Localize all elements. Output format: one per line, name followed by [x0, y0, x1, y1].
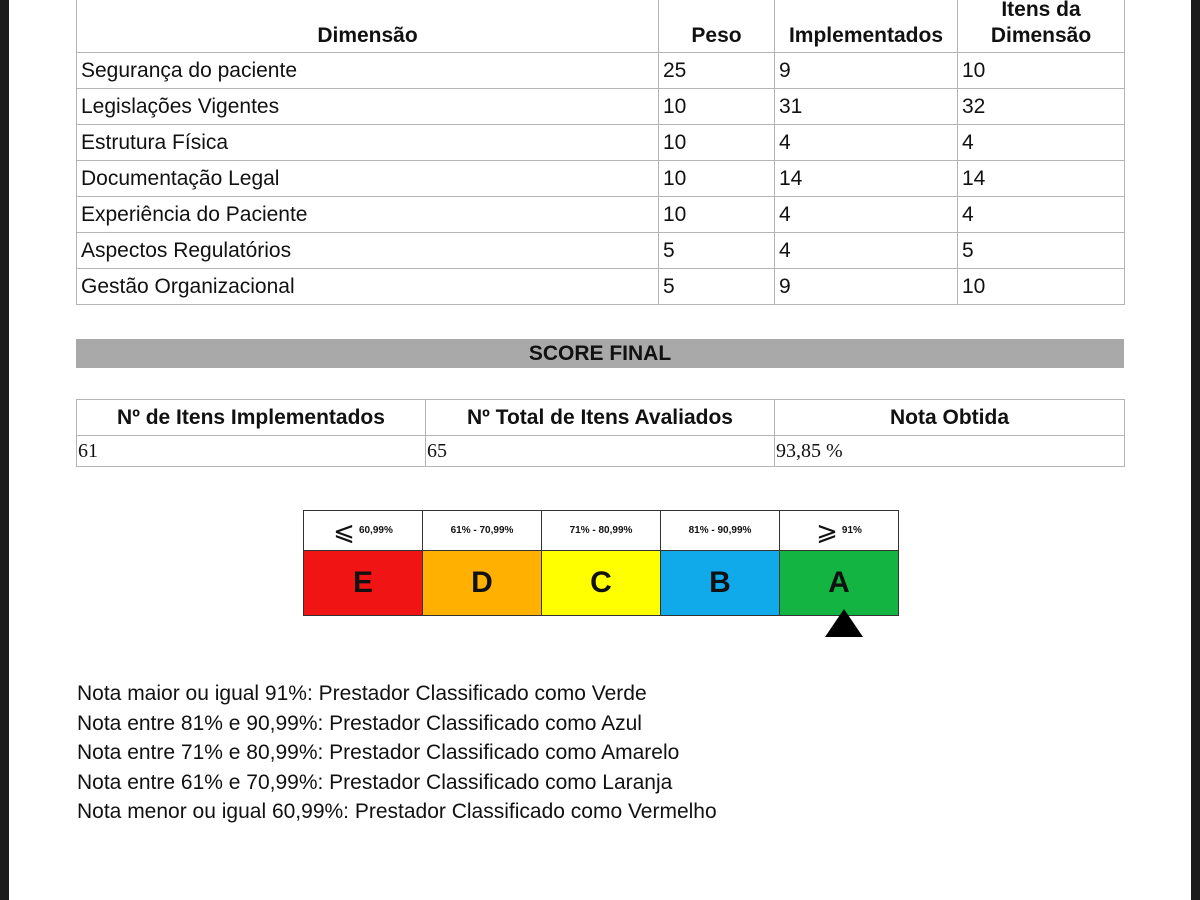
table-row	[77, 197, 1125, 233]
page-edge-left	[0, 0, 9, 900]
cell-itens: 4	[958, 197, 1125, 233]
header-nota-obtida: Nota Obtida	[775, 400, 1125, 436]
table-row	[77, 125, 1125, 161]
cell-peso: 10	[659, 125, 775, 161]
cell-implementados: 14	[775, 161, 958, 197]
range-label-a	[779, 510, 899, 551]
score-final-table	[76, 399, 1125, 467]
table-row	[77, 53, 1125, 89]
scale-range-row	[303, 510, 902, 551]
selected-grade-marker-icon	[825, 609, 863, 637]
cell-dimensao: Segurança do paciente	[77, 53, 659, 89]
cell-dimensao: Experiência do Paciente	[77, 197, 659, 233]
cell-implementados: 9	[775, 269, 958, 305]
cell-implementados: 9	[775, 53, 958, 89]
value-total-itens: 65	[426, 436, 775, 467]
scale-grade-row	[303, 551, 902, 616]
score-final-title: SCORE FINAL	[76, 339, 1124, 368]
grade-scale	[303, 510, 902, 616]
cell-itens: 14	[958, 161, 1125, 197]
score-values-row	[77, 436, 1125, 467]
header-total-itens: Nº Total de Itens Avaliados	[426, 400, 775, 436]
legend-line: Nota entre 81% e 90,99%: Prestador Classificado como Azul	[77, 711, 642, 735]
grade-d-cell: D	[422, 550, 542, 616]
range-label-b	[660, 510, 780, 551]
table-row	[77, 269, 1125, 305]
cell-implementados: 4	[775, 125, 958, 161]
header-peso: Peso	[659, 0, 775, 53]
grade-b-cell: B	[660, 550, 780, 616]
cell-dimensao: Aspectos Regulatórios	[77, 233, 659, 269]
range-label-d	[422, 510, 542, 551]
cell-peso: 10	[659, 161, 775, 197]
range-text: 60,99%	[358, 525, 393, 536]
cell-itens: 10	[958, 269, 1125, 305]
table-row	[77, 89, 1125, 125]
score-header-row	[77, 400, 1125, 436]
cell-implementados: 31	[775, 89, 958, 125]
header-dimensao: Dimensão	[77, 0, 659, 53]
cell-itens: 5	[958, 233, 1125, 269]
legend-line: Nota maior ou igual 91%: Prestador Classificado como Verde	[77, 682, 647, 705]
header-itens-implementados: Nº de Itens Implementados	[77, 400, 426, 436]
table-row	[77, 233, 1125, 269]
less-equal-icon: ⩽	[333, 515, 355, 546]
greater-equal-icon: ⩾	[816, 515, 838, 546]
classification-legend	[77, 679, 717, 827]
cell-itens: 4	[958, 125, 1125, 161]
range-text: 71% - 80,99%	[569, 525, 633, 536]
cell-itens: 32	[958, 89, 1125, 125]
range-label-e	[303, 510, 423, 551]
grade-a-cell: A	[779, 550, 899, 616]
cell-peso: 10	[659, 89, 775, 125]
cell-dimensao: Documentação Legal	[77, 161, 659, 197]
value-nota-obtida: 93,85 %	[775, 436, 1125, 467]
cell-implementados: 4	[775, 197, 958, 233]
range-text: 61% - 70,99%	[450, 525, 514, 536]
cell-dimensao: Gestão Organizacional	[77, 269, 659, 305]
table-row	[77, 161, 1125, 197]
range-text: 81% - 90,99%	[688, 525, 752, 536]
dimensions-table	[76, 0, 1125, 305]
grade-c-cell: C	[541, 550, 661, 616]
cell-itens: 10	[958, 53, 1125, 89]
cell-dimensao: Legislações Vigentes	[77, 89, 659, 125]
cell-peso: 5	[659, 233, 775, 269]
range-label-c	[541, 510, 661, 551]
legend-line: Nota menor ou igual 60,99%: Prestador Classificado como Vermelho	[77, 800, 717, 823]
cell-peso: 25	[659, 53, 775, 89]
legend-line: Nota entre 71% e 80,99%: Prestador Classificado como Amarelo	[77, 741, 680, 764]
grade-e-cell: E	[303, 550, 423, 616]
range-text: 91%	[841, 525, 862, 536]
cell-peso: 5	[659, 269, 775, 305]
value-itens-implementados: 61	[77, 436, 426, 467]
page-edge-right	[1191, 0, 1200, 900]
header-itens-dimensao: Itens da Dimensão	[958, 0, 1125, 53]
cell-dimensao: Estrutura Física	[77, 125, 659, 161]
header-implementados: Implementados	[775, 0, 958, 53]
cell-implementados: 4	[775, 233, 958, 269]
legend-line: Nota entre 61% e 70,99%: Prestador Classificado como Laranja	[77, 770, 673, 794]
cell-peso: 10	[659, 197, 775, 233]
dimensions-header-row	[77, 0, 1125, 53]
